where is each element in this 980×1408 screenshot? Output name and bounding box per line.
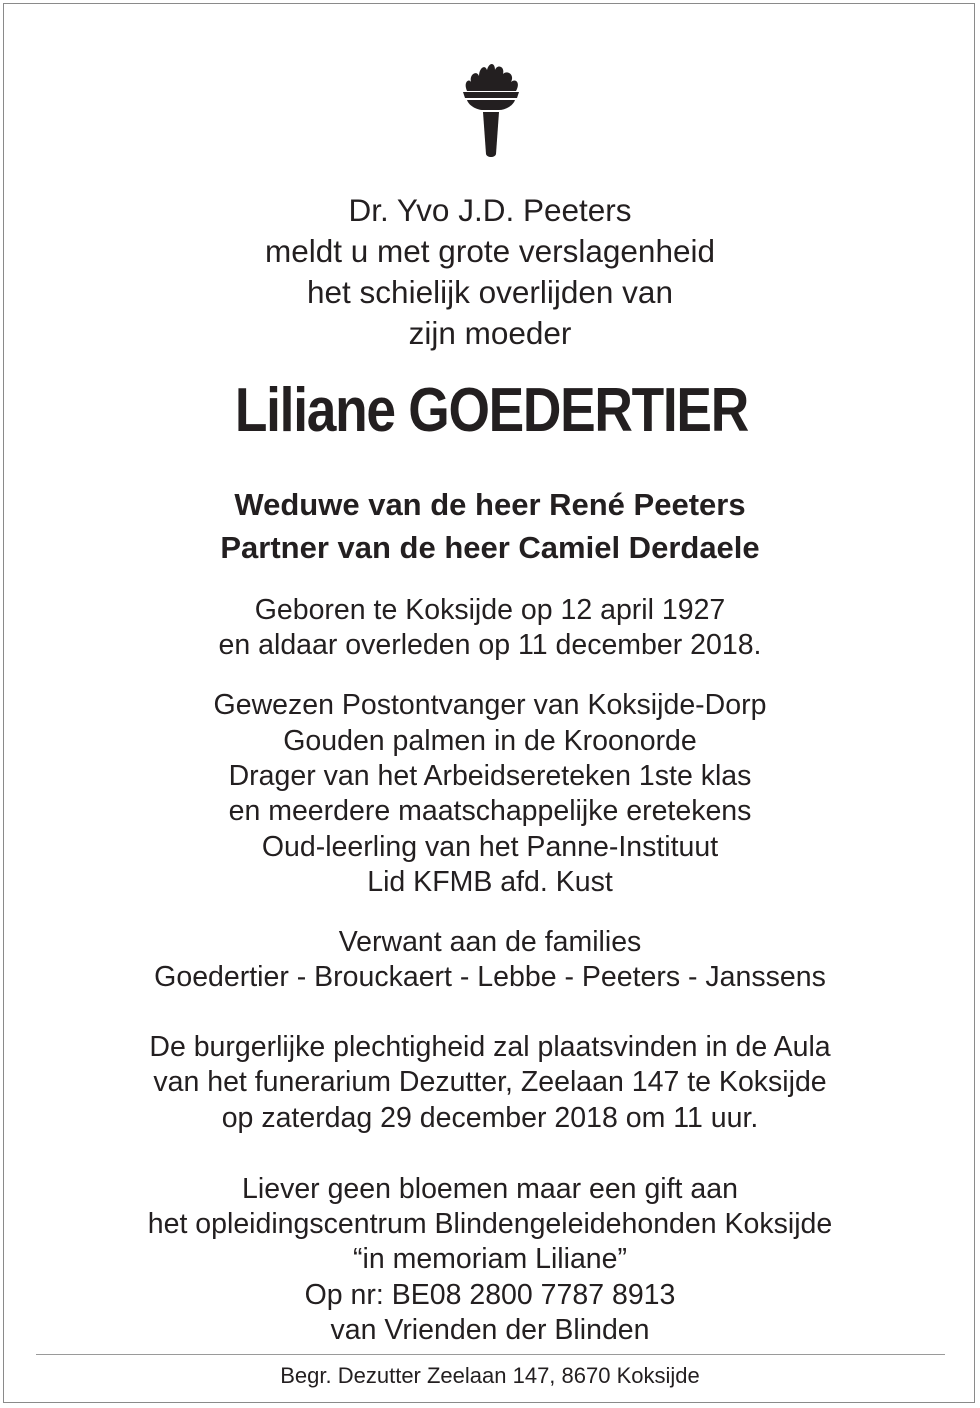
ceremony-line: op zaterdag 29 december 2018 om 11 uur.	[221, 1102, 759, 1134]
ceremony-line: De burgerlijke plechtigheid zal plaatsvinden in de Aula	[149, 1031, 831, 1063]
intro-line: zijn moeder	[408, 315, 572, 351]
honour-line: Drager van het Arbeidsereteken 1ste klas	[228, 760, 752, 792]
donation-line: het opleidingscentrum Blindengeleidehonden Koksijde	[147, 1208, 833, 1240]
deceased-name: Liliane GOEDERTIER	[234, 376, 748, 445]
funeral-home-footer: Begr. Dezutter Zeelaan 147, 8670 Koksijde	[280, 1363, 700, 1388]
ceremony-line: van het funerarium Dezutter, Zeelaan 147 te Koksijde	[153, 1066, 827, 1098]
honour-line: Gewezen Postontvanger van Koksijde-Dorp	[213, 689, 767, 721]
honour-line: Gouden palmen in de Kroonorde	[283, 725, 697, 757]
honour-line: Lid KFMB afd. Kust	[367, 866, 613, 898]
donation-line: Op nr: BE08 2800 7787 8913	[304, 1279, 676, 1311]
birth-line: Geboren te Koksijde op 12 april 1927	[254, 594, 726, 626]
relation-line: Partner van de heer Camiel Derdaele	[220, 530, 760, 565]
death-line: en aldaar overleden op 11 december 2018.	[218, 629, 762, 661]
donation-line: van Vrienden der Blinden	[330, 1314, 650, 1346]
intro-line: meldt u met grote verslagenheid	[265, 233, 715, 269]
honour-line: en meerdere maatschappelijke eretekens	[228, 795, 752, 827]
donation-line: Liever geen bloemen maar een gift aan	[242, 1173, 738, 1205]
families-line: Goedertier - Brouckaert - Lebbe - Peeters - Janssens	[154, 961, 826, 993]
footer-divider	[36, 1354, 945, 1355]
families-line: Verwant aan de families	[338, 926, 642, 958]
donation-line: “in memoriam Liliane”	[353, 1243, 627, 1275]
honour-line: Oud-leerling van het Panne-Instituut	[261, 831, 719, 863]
intro-line: het schielijk overlijden van	[307, 274, 673, 310]
torch-icon	[459, 60, 523, 160]
relation-line: Weduwe van de heer René Peeters	[234, 487, 746, 522]
intro-line: Dr. Yvo J.D. Peeters	[348, 192, 632, 228]
